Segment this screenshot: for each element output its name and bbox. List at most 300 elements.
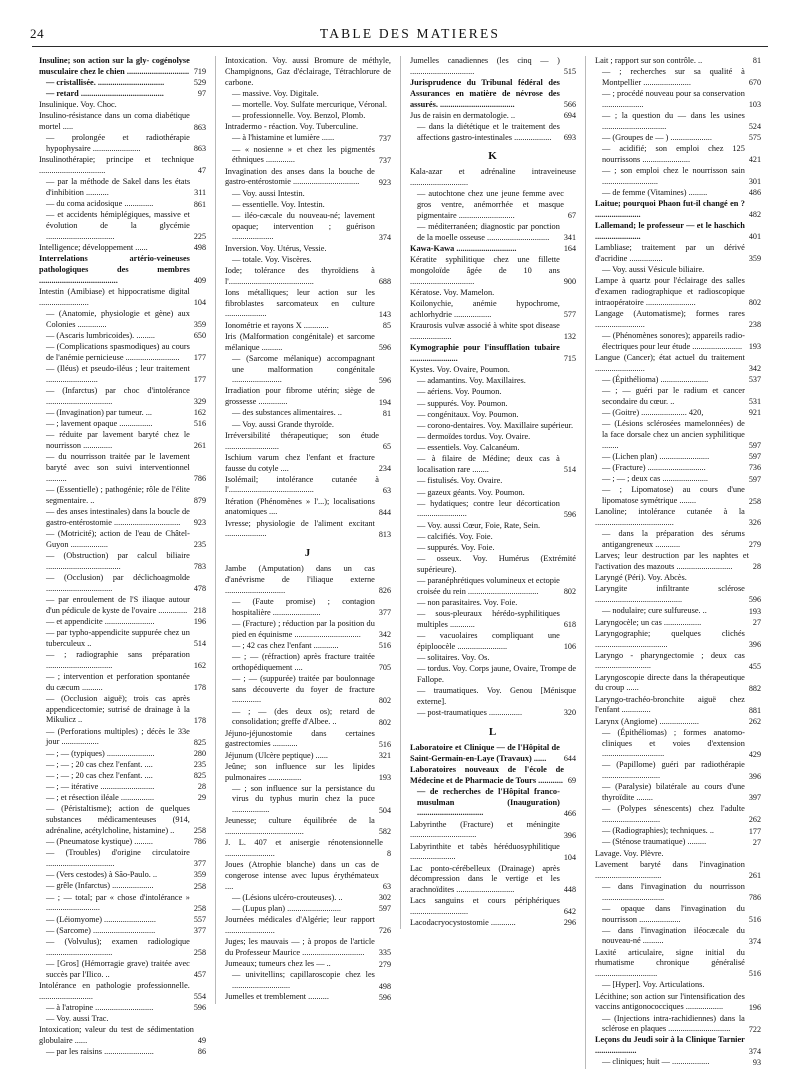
- index-entry: [410, 521, 576, 532]
- index-entry: [39, 419, 206, 430]
- index-entry-page: 844: [378, 507, 391, 517]
- index-entry-page: 258: [748, 496, 761, 506]
- index-entry-page: 63: [382, 485, 391, 495]
- index-entry-text: Kala-azar et adrénaline intraveineuse ............................: [410, 167, 576, 188]
- index-entry-page: 27: [752, 617, 761, 627]
- index-entry-text: — par typho-appendicite suppurée chez un tuberculeux ..: [46, 627, 190, 648]
- index-entry-text: Jumelles canadiennes (les cinq — ) ...............................: [410, 56, 560, 76]
- index-entry-text: — (Papillome) guéri par radiothérapie ............................: [602, 760, 745, 781]
- index-entry: [595, 166, 761, 188]
- index-entry-page: 225: [193, 232, 206, 242]
- index-entry-text: — du coma acidosique ..............: [46, 199, 154, 209]
- index-entry: [595, 144, 761, 166]
- index-entry: [39, 749, 206, 760]
- index-entry-text: Koilonychie, anémie hypochrome, achlorhydrie ..................: [410, 299, 560, 319]
- index-entry: [39, 1003, 206, 1014]
- index-entry: [39, 628, 206, 650]
- index-entry-text: — fistulisés. Voy. Ovaire.: [417, 476, 503, 486]
- index-entry: [225, 860, 391, 892]
- index-entry-text: Iris (Malformation congénitale) et sarcome mélanique ..........: [225, 331, 375, 352]
- index-entry-text: — sous-pleuraux hérédo-syphilitiques multiples ............: [417, 609, 560, 629]
- index-entry-text: — ; — ; deux cas ......................: [602, 474, 709, 484]
- index-entry-text: Ionométrie et rayons X ............: [225, 320, 329, 330]
- index-entry: [410, 255, 576, 287]
- index-entry: [39, 937, 206, 959]
- index-entry-text: — dermoïdes tordus. Voy. Ovaire.: [417, 432, 531, 442]
- index-entry-text: Interrelations artério-veineuses pathologiques des membres ......................................: [39, 254, 190, 285]
- index-entry-page: 261: [748, 870, 761, 880]
- index-entry: [39, 408, 206, 419]
- index-entry-text: Laryngo - pharyngectomie ; deux cas ...........................: [595, 650, 745, 671]
- index-entry-text: — dans l'invagination du nourrisson ..............................: [602, 881, 745, 902]
- index-entry-text: — ; la question du — dans les usines ...............................: [602, 111, 745, 131]
- index-entry: [225, 133, 391, 144]
- index-entry-page: 132: [563, 332, 576, 342]
- index-entry-text: Laxité articulaire, signe initial du rhumatisme chronique généralisé ..............................: [595, 947, 745, 979]
- index-entry-text: — des substances alimentaires. ..: [232, 408, 342, 418]
- index-entry-text: — ; intervention et perforation spontanée du cæcum ..........: [46, 671, 190, 692]
- index-entry-text: Lait ; rapport sur son contrôle. ..: [595, 56, 703, 65]
- index-entry-page: 279: [748, 540, 761, 550]
- index-entry: [595, 463, 761, 474]
- index-entry: [225, 145, 391, 167]
- index-entry: [595, 485, 761, 507]
- index-entry-text: Jéjunum (Ulcère peptique) ......: [225, 750, 328, 760]
- index-entry-text: Kraurosis vulvæ associé à white spot disease ....................: [410, 321, 560, 341]
- index-entry-text: — opaque dans l'invagination du nourrisson ....................: [602, 903, 745, 924]
- index-entry-text: — hydatiques; contre leur décortication ........................: [417, 498, 560, 519]
- index-entry: [410, 653, 576, 664]
- index-entry-page: 726: [378, 926, 391, 936]
- index-entry: [39, 243, 206, 254]
- index-entry: [595, 904, 761, 926]
- index-entry: [225, 564, 391, 596]
- index-entry-text: — (Groupes de — ) ....................: [602, 133, 712, 143]
- index-entry: [410, 631, 576, 653]
- index-entry: [225, 674, 391, 706]
- index-entry-page: 27: [752, 837, 761, 847]
- index-entry: [410, 376, 576, 387]
- index-entry-text: Insuline; son action sur la gly- cogénolyse musculaire chez le chien ..............................: [39, 56, 190, 76]
- index-entry: [595, 89, 761, 111]
- index-entry: [595, 243, 761, 265]
- index-entry: [39, 133, 206, 155]
- index-entry: [410, 598, 576, 609]
- index-entry-page: 234: [378, 463, 391, 473]
- index-entry-page: 618: [563, 620, 576, 630]
- index-entry-text: Jumelles et tremblement ..........: [225, 992, 329, 1002]
- index-entry-page: 688: [378, 276, 391, 286]
- index-entry-page: 531: [748, 397, 761, 407]
- index-entry: [225, 652, 391, 674]
- index-entry: [225, 838, 391, 860]
- index-entry-page: 47: [197, 166, 206, 176]
- index-entry-page: 786: [748, 892, 761, 902]
- index-entry-text: Insulinique. Voy. Choc.: [39, 100, 117, 110]
- index-entry: [225, 904, 391, 915]
- index-entry-text: — (Paralysie) bilatérale au cours d'une thyroïdite ........: [602, 782, 745, 803]
- index-entry-text: — ; — (typiques) .......................: [46, 748, 155, 758]
- index-entry-page: 882: [748, 683, 761, 693]
- index-entry-text: Lampe à quartz pour l'éclairage des salles d'examen radiographique et radioscopique intraopératoire ........................: [595, 276, 745, 307]
- index-entry-page: 302: [378, 893, 391, 903]
- index-entry-page: 262: [748, 716, 761, 726]
- index-entry-page: 737: [378, 155, 391, 165]
- index-entry: [225, 431, 391, 453]
- index-entry-text: Leçons du Jeudi soir à la Clinique Tarnier ....................: [595, 1035, 745, 1056]
- index-entry: [39, 452, 206, 484]
- index-entry: [595, 1014, 761, 1036]
- index-entry: [225, 497, 391, 519]
- index-entry: [39, 1025, 206, 1047]
- index-entry-page: 596: [378, 992, 391, 1002]
- index-entry-text: — à l'histamine et lumière ......: [232, 133, 335, 143]
- index-entry: [39, 760, 206, 771]
- index-entry-page: 596: [378, 375, 391, 385]
- index-entry-text: Irradiation pour fibrome utérin; siège de grossesse ..............: [225, 386, 375, 407]
- index-entry: [410, 343, 576, 365]
- index-entry-page: 104: [193, 298, 206, 308]
- index-entry-page: 514: [193, 639, 206, 648]
- index-entry-text: Laryngoscopie directe dans la thérapeutique du croup ......: [595, 672, 745, 693]
- index-entry-page: 296: [563, 918, 576, 928]
- index-entry-text: Laryngé (Péri). Voy. Abcès.: [595, 573, 687, 583]
- index-entry-text: — (Motricité); action de l'eau de Châtel-Guyon ..................: [46, 528, 190, 549]
- index-entry-text: — ; — ; 20 cas chez l'enfant. ....: [46, 770, 153, 780]
- index-entry-page: 329: [193, 397, 206, 407]
- index-entry-text: — (Anatomie, physiologie et gène) aux Colonies ..............: [46, 309, 190, 329]
- index-entry-page: 377: [193, 859, 206, 869]
- index-entry: [39, 56, 206, 78]
- index-entry-text: — ; Lipomatose) au cours d'une lipomatose symétrique ........: [602, 485, 745, 506]
- index-entry-page: 650: [193, 331, 206, 341]
- index-entry-text: — (Lésions ulcéro-crouteuses). ..: [232, 893, 343, 903]
- index-entry-text: — suppurés. Voy. Foie.: [417, 542, 495, 552]
- index-entry: [225, 111, 391, 122]
- index-entry: [410, 664, 576, 686]
- index-entry-page: 194: [378, 397, 391, 407]
- index-entry-text: — de femme (Vitamines) .........: [602, 188, 708, 198]
- index-entry: [410, 554, 576, 576]
- index-entry-text: — (Radiographies); techniques. ..: [602, 826, 714, 836]
- index-entry: [595, 606, 761, 617]
- index-entry-page: 705: [378, 663, 391, 672]
- index-entry: [410, 399, 576, 410]
- index-entry: [410, 78, 576, 110]
- index-entry: [410, 532, 576, 543]
- index-entry: [410, 299, 576, 321]
- index-entry: [595, 133, 761, 144]
- index-entry: [225, 122, 391, 133]
- index-entry-text: — suppurés. Voy. Poumon.: [417, 398, 508, 408]
- index-entry: [39, 551, 206, 573]
- index-entry-text: — ; lavement opaque ................: [46, 419, 153, 429]
- index-entry-text: — prolongée et radiothérapie hypophysaire .......................: [46, 133, 190, 154]
- index-entry-page: 238: [748, 320, 761, 330]
- index-entry: [39, 342, 206, 364]
- index-entry-page: 421: [748, 155, 761, 165]
- index-entry-text: Inversion. Voy. Utérus, Vessie.: [225, 243, 327, 253]
- index-entry: [225, 386, 391, 408]
- index-entry: [595, 618, 761, 629]
- index-entry-text: — dans la diététique et le traitement des affections gastro-intestinales ..................: [417, 121, 560, 142]
- index-entry-page: 177: [193, 353, 206, 363]
- index-entry-page: 65: [382, 441, 391, 451]
- index-entry: [39, 386, 206, 408]
- index-entry-page: 162: [193, 408, 206, 418]
- index-entry-text: — cliniques; huit — ..................: [602, 1057, 710, 1067]
- index-entry: [39, 485, 206, 507]
- index-entry-text: Ischium varum chez l'enfant et fracture fausse du cotyle ....: [225, 452, 375, 473]
- index-entry: [39, 155, 206, 177]
- index-entry: [225, 211, 391, 243]
- index-entry: [410, 454, 576, 476]
- index-columns: [30, 56, 770, 1069]
- index-entry: [410, 576, 576, 598]
- index-entry-text: Kératose. Voy. Mamelon.: [410, 287, 495, 297]
- index-entry-text: — (Goitre) ...................... 420,: [602, 408, 704, 418]
- index-entry-text: — [Hyper]. Voy. Articulations.: [602, 980, 705, 990]
- index-entry-text: Jéjuno-jéjunostomie dans certaines gastrectomies ............: [225, 728, 375, 749]
- index-entry-text: — (Injections intra-rachidiennes) dans la sclérose en plaques ..............................: [602, 1013, 745, 1034]
- index-entry-text: — ; — guéri par le radium et cancer secondaire du cœur. ..: [602, 386, 745, 406]
- index-entry: [39, 650, 206, 672]
- index-entry: [595, 948, 761, 980]
- index-entry-page: 320: [563, 708, 576, 718]
- index-entry: [595, 1057, 761, 1068]
- index-entry-text: — corono-dentaires. Voy. Maxillaire supérieur.: [417, 420, 574, 430]
- index-entry-page: 178: [193, 715, 206, 725]
- index-entry-text: Kymographie pour l'insufflation tubaire .......................: [410, 343, 560, 363]
- index-entry-text: Lac ponto-cérébelleux (Drainage) après décompression dans le vertige et les arachnoïdites ............................: [410, 863, 560, 895]
- index-entry: [39, 78, 206, 89]
- index-entry: [39, 981, 206, 1003]
- index-entry: [225, 519, 391, 541]
- index-entry-page: 596: [193, 1002, 206, 1012]
- index-entry: [410, 820, 576, 842]
- index-entry-text: — non parasitaires. Voy. Foie.: [417, 598, 518, 608]
- index-entry-page: 396: [748, 639, 761, 649]
- index-entry-text: Itération (Phénomènes » l'...); localisations anatomiques ....: [225, 496, 375, 517]
- index-entry-page: 177: [193, 375, 206, 385]
- index-entry: [39, 959, 206, 981]
- index-entry: [595, 651, 761, 673]
- index-entry-text: — Voy. aussi Intestin.: [232, 188, 305, 198]
- index-entry-text: — solitaires. Voy. Os.: [417, 653, 490, 663]
- index-entry: [225, 641, 391, 652]
- index-entry-text: Labyrinthite et tabès héréduosyphilitique ......................: [410, 841, 560, 862]
- index-entry-text: Jus de raisin en dermatologie. ..: [410, 110, 516, 120]
- index-entry: [595, 926, 761, 948]
- index-entry: [39, 573, 206, 595]
- index-entry: [410, 410, 576, 421]
- index-entry-page: 802: [748, 298, 761, 308]
- index-entry: [595, 782, 761, 804]
- index-entry: [410, 222, 576, 244]
- index-entry-page: 28: [752, 562, 761, 572]
- index-entry: [410, 421, 576, 432]
- index-entry: [595, 695, 761, 717]
- index-entry-page: 722: [748, 1024, 761, 1034]
- index-entry: [39, 364, 206, 386]
- index-entry-page: 193: [748, 342, 761, 352]
- index-entry-page: 311: [194, 188, 206, 198]
- index-entry: [595, 386, 761, 408]
- index-entry-text: — ; — ; 20 cas chez l'enfant. ....: [46, 759, 153, 769]
- index-entry-page: 235: [193, 759, 206, 769]
- index-entry: [225, 167, 391, 189]
- page-title: TABLE DES MATIERES: [319, 26, 501, 41]
- index-entry-page: 335: [378, 948, 391, 958]
- index-entry-page: 498: [193, 243, 206, 253]
- index-entry-text: — congénitaux. Voy. Poumon.: [417, 409, 519, 419]
- index-entry-page: 826: [378, 585, 391, 595]
- index-entry: [39, 804, 206, 836]
- index-entry-text: Ions métalliques; leur action sur les fibroblastes sarcomateux en culture ....................: [225, 287, 375, 319]
- index-entry-text: — essentiels. Voy. Calcanéum.: [417, 443, 520, 453]
- index-entry-page: 164: [563, 244, 576, 254]
- index-entry: [595, 573, 761, 584]
- index-entry-text: — ; recherches sur sa qualité à Montpellier .......................: [602, 67, 745, 87]
- index-entry: [39, 782, 206, 793]
- index-entry-page: 575: [748, 133, 761, 143]
- index-entry-page: 715: [563, 354, 576, 364]
- index-entry: [225, 619, 391, 641]
- index-entry: [410, 122, 576, 144]
- index-entry-text: — tordus. Voy. Corps jaune, Ovaire, Trompe de Fallope.: [417, 664, 576, 685]
- index-entry-text: — ; et résection iléale ................: [46, 793, 155, 803]
- index-entry-page: 596: [563, 509, 576, 519]
- index-entry-text: — Voy. aussi Vésicule biliaire.: [602, 265, 705, 275]
- index-entry-text: Laryngographie; quelques clichés ...................................: [595, 628, 745, 649]
- index-entry-page: 486: [748, 188, 761, 198]
- index-entry-text: — professionnelle. Voy. Benzol, Plomb.: [232, 111, 366, 121]
- index-entry-page: 279: [378, 959, 391, 969]
- index-entry-text: — (Sarcome mélanique) accompagnant une malformation congénitale ........................: [232, 353, 375, 385]
- letter-heading: K: [488, 150, 498, 163]
- index-entry-page: 143: [378, 309, 391, 319]
- page-number: 24: [30, 26, 45, 41]
- index-entry-page: 597: [748, 474, 761, 484]
- index-entry-text: Intoxication; valeur du test de sédimentation globulaire ......: [39, 1025, 194, 1045]
- index-entry: [39, 210, 206, 242]
- index-entry-page: 342: [378, 629, 391, 639]
- index-entry-page: 429: [748, 749, 761, 759]
- index-entry-text: — ; — (réfraction) après fracture traitée orthopédiquement ....: [232, 651, 375, 672]
- index-entry: [39, 694, 206, 726]
- index-entry-page: 106: [563, 642, 576, 652]
- index-entry: [410, 864, 576, 896]
- index-entry: [595, 276, 761, 308]
- index-entry-page: 557: [193, 914, 206, 924]
- index-entry-page: 28: [197, 782, 206, 792]
- index-entry-page: 377: [193, 925, 206, 935]
- index-entry: [410, 288, 576, 299]
- index-entry: [410, 918, 576, 929]
- index-entry: [595, 992, 761, 1014]
- index-entry-text: — (Obstruction) par calcul biliaire ....................................: [46, 550, 190, 571]
- index-entry-text: — adamantins. Voy. Maxillaires.: [417, 376, 526, 386]
- index-entry: [595, 265, 761, 276]
- index-entry-text: — (Léiomyome) .........................: [46, 914, 156, 924]
- index-entry: [595, 717, 761, 728]
- index-entry-page: 301: [748, 177, 761, 187]
- index-entry-page: 482: [748, 210, 761, 220]
- index-entry: [39, 672, 206, 694]
- index-entry-text: — (Fracture) ............................: [602, 463, 706, 473]
- index-entry-page: 515: [563, 67, 576, 77]
- index-entry: [225, 266, 391, 288]
- index-entry: [410, 708, 576, 719]
- index-entry-page: 537: [748, 375, 761, 385]
- index-entry-text: — nodulaire; cure sulfureuse. ..: [602, 606, 707, 616]
- index-entry-text: Isolémail; intolérance cutanée à l'.........................................: [225, 474, 379, 495]
- index-entry-text: Kératite syphilitique chez une fillette mongoloïde âgée de 10 ans ...............................: [410, 255, 560, 286]
- index-entry-page: 825: [193, 771, 206, 781]
- index-entry-page: 409: [193, 276, 206, 286]
- index-entry-page: 359: [193, 320, 206, 330]
- index-entry-text: Intolérance en pathologie professionnelle. ..........................: [39, 980, 190, 1001]
- index-entry-text: — réduite par lavement baryté chez le nourrisson ..............: [46, 430, 190, 451]
- index-entry: [225, 937, 391, 959]
- letter-heading: L: [488, 725, 498, 738]
- index-entry-text: — (Invagination) par tumeur. ...: [46, 408, 152, 418]
- index-entry-page: 923: [378, 177, 391, 187]
- index-entry-page: 514: [563, 465, 576, 475]
- index-entry-page: 863: [193, 122, 206, 132]
- index-entry: [39, 837, 206, 848]
- index-entry: [39, 254, 206, 286]
- index-entry-text: Joues (Atrophie blanche) dans un cas de congerose intense avec lupus érythémateux ....: [225, 860, 379, 891]
- index-entry-text: Laryngo-trachéo-bronchite aiguë chez l'enfant ..............: [595, 694, 745, 715]
- index-entry: [225, 762, 391, 784]
- index-entry-text: — « nosienne » et chez les pigmentés éthniques ..............: [232, 144, 375, 165]
- index-entry: [39, 595, 206, 617]
- index-entry-page: 396: [748, 771, 761, 781]
- index-entry-page: 693: [563, 132, 576, 142]
- index-entry-text: Ivresse; physiologie de l'aliment excitant ....................: [225, 518, 375, 539]
- index-entry-text: — (Occlusion aiguë); trois cas après appendicectomie; sutrisé de drainage à la Mikulicz ..: [46, 693, 190, 725]
- index-entry-page: 448: [563, 885, 576, 895]
- index-entry-page: 597: [748, 441, 761, 451]
- index-entry-text: Journées médicales d'Algérie; leur rapport ........................: [225, 915, 375, 936]
- index-entry-text: — (Pneumatose kystique) .........: [46, 837, 153, 847]
- index-entry-text: — (Fracture) ; réduction par la position du pied en équinisme ................................: [232, 618, 375, 639]
- index-entry: [595, 826, 761, 837]
- index-entry-text: — paranéphrétiques volumineux et ectopie croisée du rein ..................................: [417, 576, 560, 596]
- index-entry-page: 103: [748, 100, 761, 110]
- index-entry: [39, 926, 206, 937]
- index-entry: [225, 420, 391, 431]
- index-entry-page: 93: [752, 1057, 761, 1067]
- index-entry-page: 396: [563, 830, 576, 840]
- index-entry-text: Lambliase; traitement par un dérivé d'acridine ................: [595, 243, 745, 263]
- index-entry: [225, 288, 391, 320]
- index-entry-page: 737: [378, 133, 391, 143]
- index-entry-text: — (Lupus plan) ..........................: [232, 904, 342, 914]
- index-entry-page: 597: [378, 904, 391, 914]
- index-entry: [410, 432, 576, 443]
- index-entry-page: 97: [197, 89, 206, 99]
- index-entry-text: Lavage. Voy. Plèvre.: [595, 848, 664, 858]
- index-entry-page: 582: [378, 827, 391, 837]
- index-entry-page: 596: [378, 342, 391, 352]
- index-entry: [39, 915, 206, 926]
- index-entry-page: 162: [193, 660, 206, 670]
- letter-heading: J: [304, 547, 312, 560]
- index-entry-page: 342: [748, 364, 761, 373]
- index-entry-text: Intelligence; développement ......: [39, 243, 148, 253]
